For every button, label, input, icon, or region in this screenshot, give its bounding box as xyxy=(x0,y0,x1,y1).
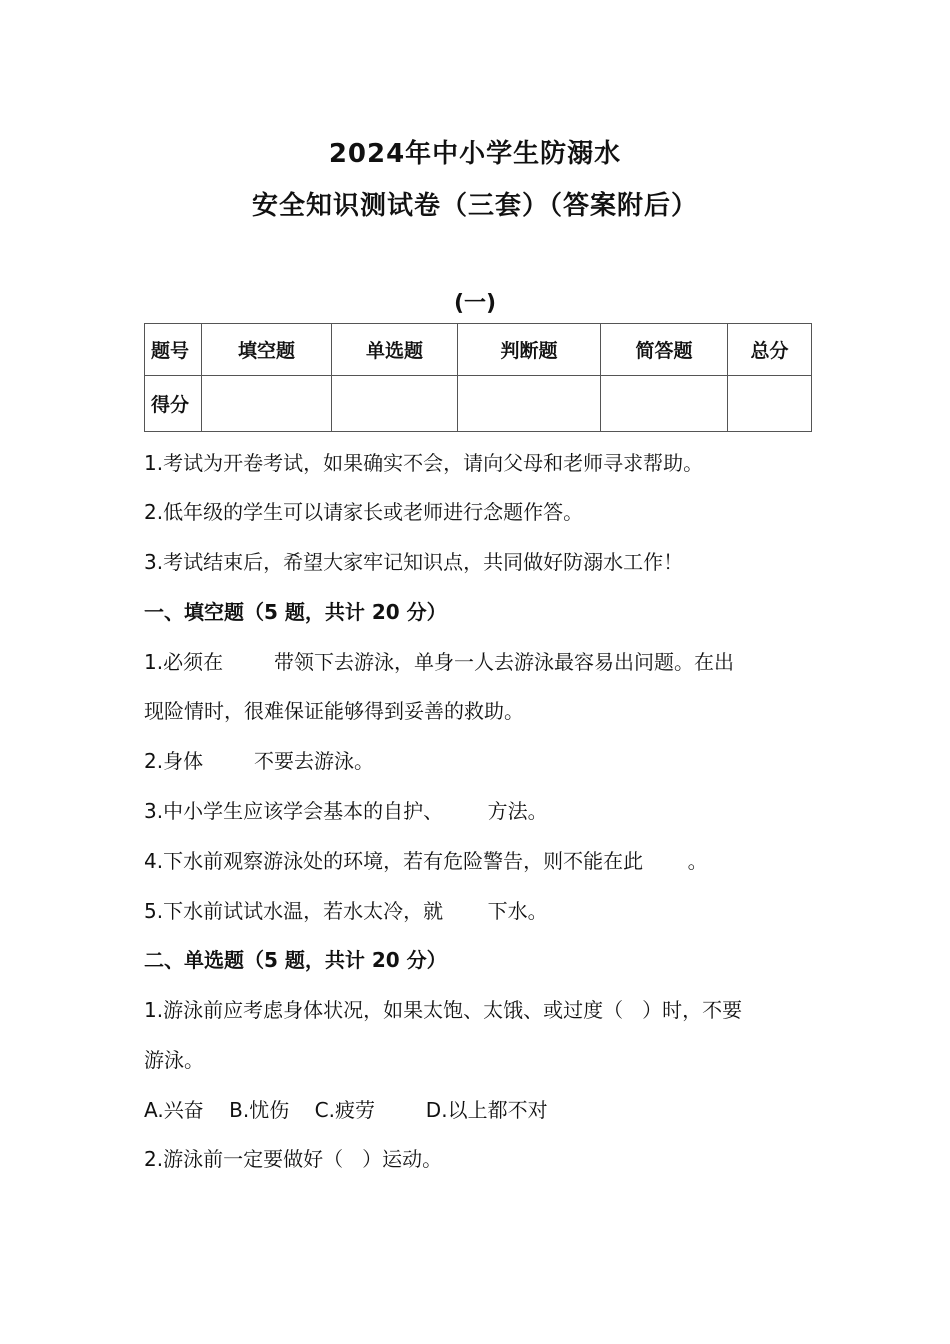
score-row-label: 得分 xyxy=(145,376,202,432)
score-cell-total[interactable] xyxy=(728,376,812,432)
score-table-score-row xyxy=(145,376,812,432)
section-number: (一) xyxy=(453,291,497,316)
question-line: 3.中小学生应该学会基本的自护、 方法。 xyxy=(144,799,548,823)
score-table-header-row xyxy=(145,324,812,376)
question-line: 现险情时，很难保证能够得到妥善的救助。 xyxy=(144,699,524,723)
instruction-3: 3.考试结束后，希望大家牢记知识点，共同做好防溺水工作！ xyxy=(144,550,684,574)
header-cell-total: 总分 xyxy=(728,324,812,376)
score-cell-short-answer[interactable] xyxy=(601,376,728,432)
score-cell-single-choice[interactable] xyxy=(332,376,458,432)
instruction-2: 2.低年级的学生可以请家长或老师进行念题作答。 xyxy=(144,500,584,524)
question-line: 5.下水前试试水温，若水太冷，就 下水。 xyxy=(144,899,548,923)
question-line: 2.游泳前一定要做好（ ）运动。 xyxy=(144,1147,443,1171)
section-heading-single-choice: 二、单选题（5 题，共计 20 分） xyxy=(144,948,447,972)
score-table xyxy=(144,323,812,432)
header-cell-fill-blank: 填空题 xyxy=(202,324,332,376)
title-line-2: 安全知识测试卷（三套）（答案附后） xyxy=(251,191,698,221)
title-line-1: 2024年中小学生防溺水 xyxy=(328,139,622,169)
question-line: 1.游泳前应考虑身体状况，如果太饱、太饿、或过度（ ）时，不要 xyxy=(144,998,743,1022)
header-cell-true-false: 判断题 xyxy=(458,324,601,376)
header-cell-single-choice: 单选题 xyxy=(332,324,458,376)
score-cell-fill-blank[interactable] xyxy=(202,376,332,432)
question-line: 2.身体 不要去游泳。 xyxy=(144,749,374,773)
question-line: 1.必须在 带领下去游泳，单身一人去游泳最容易出问题。在出 xyxy=(144,650,734,674)
section-heading-fill-blank: 一、填空题（5 题，共计 20 分） xyxy=(144,600,447,624)
answer-options: A.兴奋 B.忧伤 C.疲劳 D.以上都不对 xyxy=(144,1098,548,1122)
instruction-1: 1.考试为开卷考试，如果确实不会，请向父母和老师寻求帮助。 xyxy=(144,451,704,475)
header-cell-question-no: 题号 xyxy=(145,324,202,376)
header-cell-short-answer: 简答题 xyxy=(601,324,728,376)
question-line: 4.下水前观察游泳处的环境，若有危险警告，则不能在此 。 xyxy=(144,849,708,873)
question-line: 游泳。 xyxy=(144,1048,204,1072)
score-cell-true-false[interactable] xyxy=(458,376,601,432)
